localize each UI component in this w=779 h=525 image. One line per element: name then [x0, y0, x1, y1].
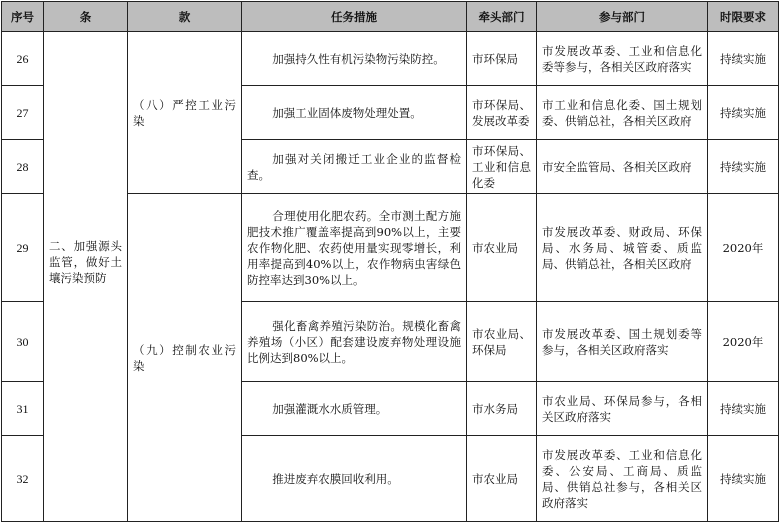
measure-cell: 合理使用化肥农药。全市测土配方施肥技术推广覆盖率提高到90%以上，主要农作物化肥、农药使用量实现零增长，利用率提高到40%以上，农作物病虫害绿色防控率达到30%以上。 — [242, 194, 467, 302]
seq-cell: 32 — [2, 436, 44, 522]
lead-cell: 市农业局、环保局 — [467, 302, 537, 382]
participants-cell: 市发展改革委、工业和信息化委、公安局、工商局、质监局、供销总社参与，各相关区政府落实 — [537, 436, 708, 522]
deadline-cell: 2020年 — [708, 194, 779, 302]
header-measures: 任务措施 — [242, 2, 467, 32]
participants-cell: 市工业和信息化委、国土规划委、供销总社，各相关区政府 — [537, 86, 708, 140]
header-clause: 款 — [128, 2, 242, 32]
deadline-cell: 持续实施 — [708, 436, 779, 522]
seq-cell: 30 — [2, 302, 44, 382]
seq-cell: 27 — [2, 86, 44, 140]
seq-cell: 31 — [2, 382, 44, 436]
lead-cell: 市环保局、工业和信息化委 — [467, 140, 537, 194]
participants-cell: 市农业局、环保局参与，各相关区政府落实 — [537, 382, 708, 436]
measure-cell: 推进废弃农膜回收利用。 — [242, 436, 467, 522]
deadline-cell: 持续实施 — [708, 86, 779, 140]
header-row — [2, 2, 779, 32]
lead-cell: 市农业局 — [467, 436, 537, 522]
seq-cell: 29 — [2, 194, 44, 302]
measure-cell: 加强工业固体废物处理处置。 — [242, 86, 467, 140]
header-lead: 牵头部门 — [467, 2, 537, 32]
participants-cell: 市发展改革委、工业和信息化委等参与，各相关区政府落实 — [537, 32, 708, 86]
lead-cell: 市水务局 — [467, 382, 537, 436]
header-deadline: 时限要求 — [708, 2, 779, 32]
header-participants: 参与部门 — [537, 2, 708, 32]
seq-cell: 26 — [2, 32, 44, 86]
seq-cell: 28 — [2, 140, 44, 194]
deadline-cell: 持续实施 — [708, 382, 779, 436]
clause-cell: （八）严控工业污染 — [128, 32, 242, 194]
deadline-cell: 持续实施 — [708, 32, 779, 86]
measure-cell: 强化畜禽养殖污染防治。规模化畜禽养殖场（小区）配套建设废弃物处理设施比例达到80%以上。 — [242, 302, 467, 382]
table-row — [2, 32, 779, 86]
participants-cell: 市安全监管局、各相关区政府 — [537, 140, 708, 194]
clause-cell: （九）控制农业污染 — [128, 194, 242, 522]
measure-cell: 加强对关闭搬迁工业企业的监督检查。 — [242, 140, 467, 194]
lead-cell: 市环保局、发展改革委 — [467, 86, 537, 140]
header-article: 条 — [44, 2, 128, 32]
participants-cell: 市发展改革委、财政局、环保局、水务局、城管委、质监局、供销总社，各相关区政府 — [537, 194, 708, 302]
article-cell: 二、加强源头监管，做好土壤污染预防 — [44, 32, 128, 522]
measure-cell: 加强灌溉水水质管理。 — [242, 382, 467, 436]
lead-cell: 市环保局 — [467, 32, 537, 86]
header-seq: 序号 — [2, 2, 44, 32]
deadline-cell: 持续实施 — [708, 140, 779, 194]
task-table — [1, 1, 779, 522]
participants-cell: 市发展改革委、国土规划委等参与，各相关区政府落实 — [537, 302, 708, 382]
deadline-cell: 2020年 — [708, 302, 779, 382]
lead-cell: 市农业局 — [467, 194, 537, 302]
measure-cell: 加强持久性有机污染物污染防控。 — [242, 32, 467, 86]
